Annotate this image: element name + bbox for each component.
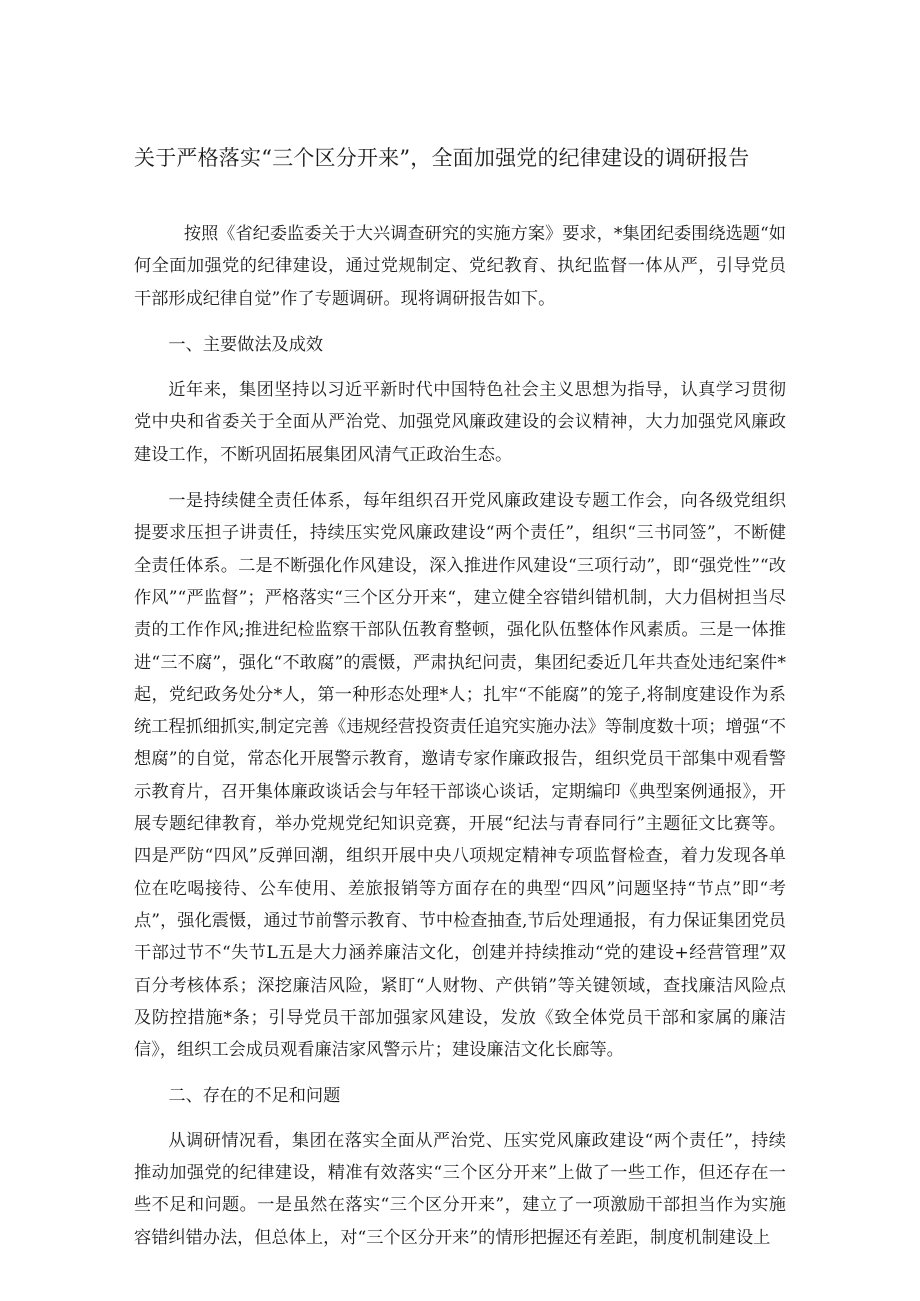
document-body <box>134 218 786 1254</box>
document-title: 关于严格落实“三个区分开来”，全面加强党的纪律建设的调研报告 <box>134 146 750 170</box>
intro-paragraph: 按照《省纪委监委关于大兴调查研究的实施方案》要求，*集团纪委围绕选题“如何全面加强党的纪律建设，通过党规制定、党纪教育、执纪监督一体从严，引导党员干部形成纪律自觉”作了专题调研。现将调研报告如下。 <box>134 224 786 309</box>
section-heading-problems: 二、存在的不足和问题 <box>168 1086 341 1107</box>
problems-paragraph: 从调研情况看，集团在落实全面从严治党、压实党风廉政建设“两个责任”，持续推动加强党的纪律建设，精准有效落实“三个区分开来”上做了一些工作，但还存在一些不足和问题。一是虽然在落实“三个区分开来”，建立了一项激励干部担当作为实施容错纠错办法，但总体上，对“三个区分开来”的情形把握还有差距，制度机制建设上 <box>134 1130 786 1248</box>
practices-detail-paragraph: 一是持续健全责任体系，每年组织召开党风廉政建设专题工作会，向各级党组织提要求压担子讲责任，持续压实党风廉政建设“两个责任”，组织“三书同签”，不断健全责任体系。二是不断强化作风建设，深入推进作风建设“三项行动”，即“强党性”“改作风”“严监督”；严格落实“三个区分开来“，建立健全容错纠错机制，大力倡树担当尽责的工作作风;推进纪检监察干部队伍教育整顿，强化队伍整体作风素质。三是一体推进“三不腐”，强化“不敢腐”的震慑，严肃执纪问责，集团纪委近几年共查处违纪案件*起，党纪政务处分*人，第一种形态处理*人；扎牢“不能腐”的笼子,将制度建设作为系统工程抓细抓实,制定完善《违规经营投资责任追究实施办法》等制度数十项；增强“不想腐”的自觉，常态化开展警示教育，邀请专家作廉政报告，组织党员干部集中观看警示教育片，召开集体廉政谈话会与年轻干部谈心谈话，定期编印《典型案例通报》，开展专题纪律教育，举办党规党纪知识竞赛，开展“纪法与青春同行”主题征文比赛等。四是严防“四风”反弹回潮，组织开展中央八项规定精神专项监督检查，着力发现各单位在吃喝接待、公车使用、差旅报销等方面存在的典型“四风”问题坚持“节点”即“考点”，强化震慑，通过节前警示教育、节中检查抽查,节后处理通报，有力保证集团党员干部过节不“失节L五是大力涵养廉洁文化，创建并持续推动“党的建设+经营管理”双百分考核体系；深挖廉洁风险，紧盯“人财物、产供销”等关键领域，查找廉洁风险点及防控措施*条；引导党员干部加强家风建设，发放《致全体党员干部和家属的廉洁信》，组织工会成员观看廉洁家风警示片；建设廉洁文化长廊等。 <box>134 491 786 1061</box>
section-heading-practices: 一、主要做法及成效 <box>168 334 324 355</box>
practices-overview-paragraph: 近年来，集团坚持以习近平新时代中国特色社会主义思想为指导，认真学习贯彻党中央和省委关于全面从严治党、加强党风廉政建设的会议精神，大力加强党风廉政建设工作，不断巩固拓展集团风清气正政治生态。 <box>134 380 786 465</box>
